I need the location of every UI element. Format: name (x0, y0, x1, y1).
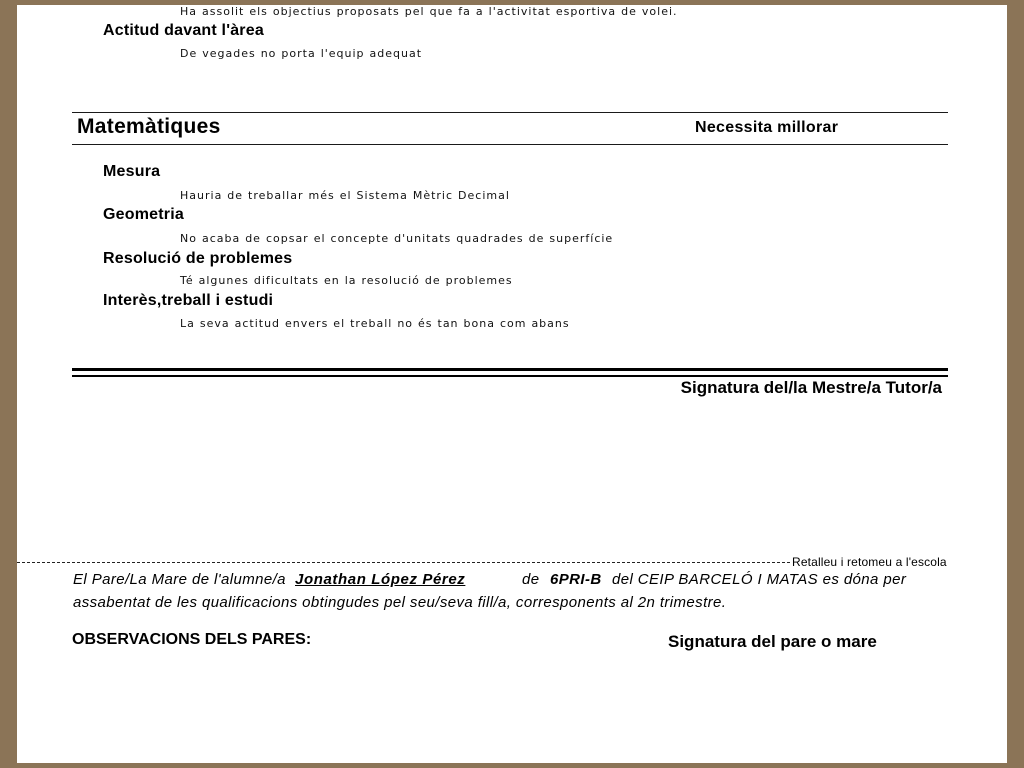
criterion-label: Resolució de problemes (103, 250, 293, 267)
criterion-label: Interès,treball i estudi (103, 292, 274, 309)
tutor-signature-label: Signatura del/la Mestre/a Tutor/a (680, 378, 942, 397)
criterion-comment: Ha assolit els objectius proposats pel que fa a l'activitat esportiva de volei. (180, 5, 678, 18)
acknowledgement-connector: de (522, 571, 540, 588)
criterion-comment: Té algunes dificultats en la resolució de problemes (180, 274, 513, 287)
student-name: Jonathan López Pérez (295, 571, 466, 588)
criterion-comment: No acaba de copsar el concepte d'unitats quadrades de superfície (180, 232, 614, 245)
cut-line (17, 562, 790, 563)
acknowledgement-line-2: assabentat de les qualificacions obtingudes pel seu/seva fill/a, corresponents al 2n trimestre. (73, 594, 727, 611)
acknowledgement-intro: El Pare/La Mare de l'alumne/a (73, 571, 286, 588)
acknowledgement-line-1 (17, 570, 1007, 590)
criterion-comment: De vegades no porta l'equip adequat (180, 47, 423, 60)
acknowledgement-school: del CEIP BARCELÓ I MATAS es dóna per (612, 571, 907, 588)
parent-signature-label: Signatura del pare o mare (668, 632, 877, 651)
class-group: 6PRI-B (550, 571, 602, 588)
report-end-divider-thick (72, 368, 948, 371)
criterion-label: Geometria (103, 206, 184, 223)
report-page (17, 5, 1007, 763)
subject-title: Matemàtiques (77, 115, 221, 138)
criterion-label: Mesura (103, 163, 161, 180)
criterion-label: Actitud davant l'àrea (103, 22, 264, 39)
report-end-divider-thin (72, 375, 948, 377)
subject-bottom-divider (72, 144, 948, 145)
cut-instruction: Retalleu i retomeu a l'escola (792, 555, 947, 569)
criterion-comment: La seva actitud envers el treball no és tan bona com abans (180, 317, 570, 330)
subject-assessment: Necessita millorar (695, 119, 839, 136)
parent-observations-label: OBSERVACIONS DELS PARES: (72, 631, 312, 648)
criterion-comment: Hauria de treballar més el Sistema Mètric Decimal (180, 189, 510, 202)
subject-top-divider (72, 112, 948, 113)
